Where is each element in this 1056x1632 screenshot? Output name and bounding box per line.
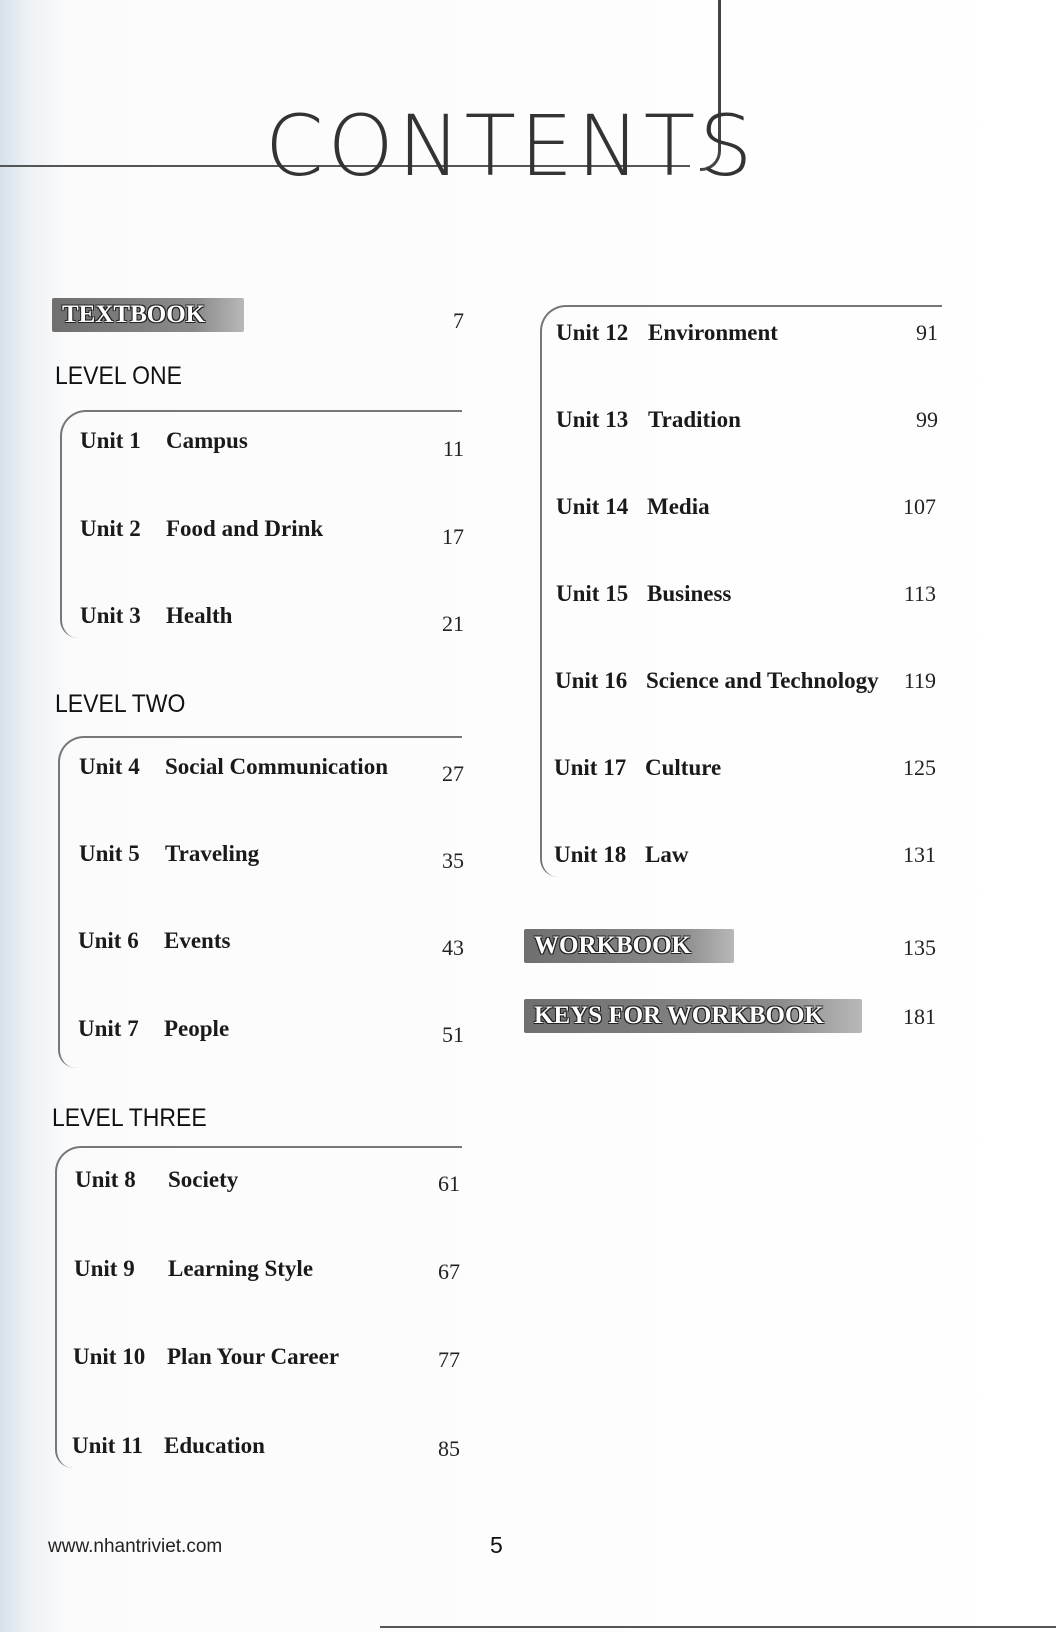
toc-entry-unit-16[interactable]: Unit 16 Science and Technology [555,668,879,693]
level-two-heading: LEVEL TWO [55,690,186,718]
unit-6-page: 43 [442,935,464,960]
toc-entry-unit-15[interactable]: Unit 15 Business [556,581,732,606]
page-title: CONTENTS [265,97,757,195]
unit-17-page: 125 [903,755,936,780]
toc-entry-unit-7[interactable]: Unit 7 People [78,1016,230,1041]
unit-9-page: 67 [438,1259,460,1284]
unit-18-page: 131 [903,842,936,867]
unit-3-page: 21 [442,611,464,636]
keys-for-workbook-badge[interactable]: KEYS FOR WORKBOOK [524,999,862,1033]
workbook-badge[interactable]: WORKBOOK [524,929,734,963]
toc-entry-unit-11[interactable]: Unit 11 Education [72,1433,265,1458]
toc-entry-unit-6[interactable]: Unit 6 Events [78,928,231,953]
level-three-heading: LEVEL THREE [52,1104,207,1132]
toc-entry-unit-4[interactable]: Unit 4 Social Communication [79,754,388,779]
unit-5-page: 35 [442,848,464,873]
toc-entry-unit-12[interactable]: Unit 12 Environment [556,320,778,345]
footer-url: www.nhantriviet.com [48,1536,223,1557]
unit-10-page: 77 [438,1347,460,1372]
page-number: 5 [490,1532,503,1558]
unit-11-page: 85 [438,1436,460,1461]
unit-1-page: 11 [442,436,464,461]
unit-8-page: 61 [438,1171,460,1196]
bottom-rule [380,1626,1056,1628]
unit-2-page: 17 [442,524,464,549]
unit-12-page: 91 [916,320,938,345]
level-one-heading: LEVEL ONE [55,362,182,390]
unit-14-page: 107 [903,494,936,519]
keys-page: 181 [903,1004,936,1029]
toc-entry-unit-8[interactable]: Unit 8 Society [75,1167,239,1192]
toc-entry-unit-18[interactable]: Unit 18 Law [554,842,689,867]
unit-4-page: 27 [442,761,464,786]
unit-15-page: 113 [903,581,936,606]
toc-entry-unit-1[interactable]: Unit 1 Campus [80,428,248,453]
toc-entry-unit-3[interactable]: Unit 3 Health [80,603,233,628]
workbook-page: 135 [903,935,936,960]
textbook-badge: TEXTBOOK [52,298,244,332]
toc-entry-unit-14[interactable]: Unit 14 Media [556,494,710,519]
unit-13-page: 99 [916,407,938,432]
toc-entry-unit-2[interactable]: Unit 2 Food and Drink [80,516,324,541]
toc-entry-unit-13[interactable]: Unit 13 Tradition [556,407,741,432]
toc-entry-unit-17[interactable]: Unit 17 Culture [554,755,722,780]
unit-7-page: 51 [442,1022,464,1047]
toc-entry-unit-5[interactable]: Unit 5 Traveling [79,841,260,866]
textbook-page: 7 [453,308,464,333]
toc-entry-unit-9[interactable]: Unit 9 Learning Style [74,1256,314,1281]
unit-16-page: 119 [903,668,936,693]
toc-entry-unit-10[interactable]: Unit 10 Plan Your Career [73,1344,340,1369]
